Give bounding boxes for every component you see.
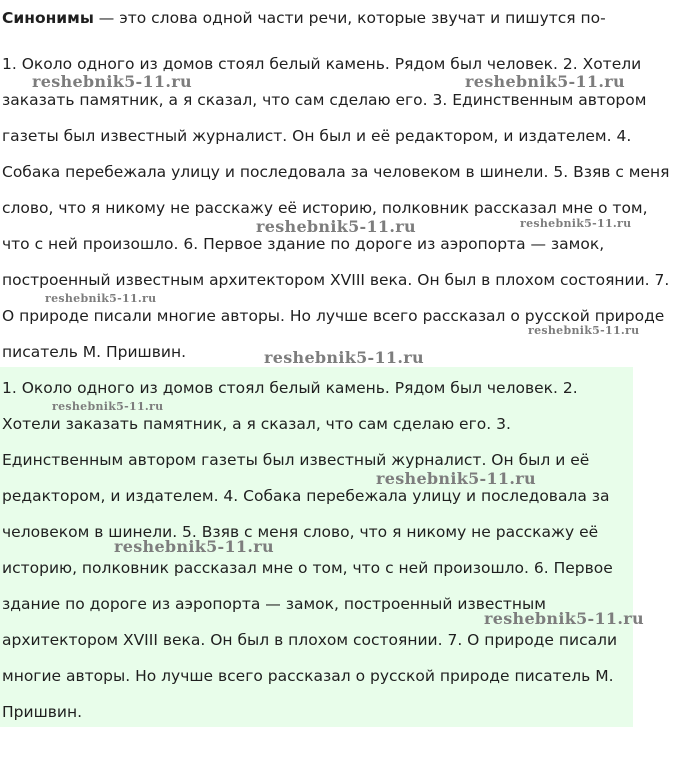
watermark: reshebnik5-11.ru: [465, 72, 625, 91]
definition-term: Синонимы: [2, 9, 94, 27]
watermark: reshebnik5-11.ru: [376, 469, 536, 488]
watermark: reshebnik5-11.ru: [520, 217, 632, 230]
watermark: reshebnik5-11.ru: [256, 217, 416, 236]
task-text: 1. Около одного из домов стоял белый камень. Рядом был человек. 2. Хотели заказать памятник, а я сказал, что сам сделаю его. 3. Единственным автором газеты был известный журналист. Он был и её редактором, и издателем. 4. Собака перебежала улицу и последовала за человеком в шинели. 5. Взяв с меня слово, что я никому не расскажу её историю, полковник рассказал мне о том, что с ней произошло. 6. Первое здание по дороге из аэропорта — замок, построенный известным архитектором XVIII века. Он был в плохом состоянии. 7. О природе писали многие авторы. Но лучше всего рассказал о русской природе писатель М. Пришвин.: [2, 55, 670, 361]
watermark: reshebnik5-11.ru: [264, 348, 424, 367]
watermark: reshebnik5-11.ru: [45, 292, 157, 305]
watermark: reshebnik5-11.ru: [528, 324, 640, 337]
definition-line: [2, 8, 678, 28]
watermark: reshebnik5-11.ru: [114, 537, 274, 556]
watermark: reshebnik5-11.ru: [32, 72, 192, 91]
watermark: reshebnik5-11.ru: [52, 400, 164, 413]
watermark: reshebnik5-11.ru: [484, 609, 644, 628]
answer-text: 1. Около одного из домов стоял белый камень. Рядом был человек. 2. Хотели заказать памятник, а я сказал, что сам сделаю его. 3. Единственным автором газеты был известный журналист. Он был и её редактором, и издателем. 4. Собака перебежала улицу и последовала за человеком в шинели. 5. Взяв с меня слово, что я никому не расскажу её историю, полковник рассказал мне о том, что с ней произошло. 6. Первое здание по дороге из аэропорта — замок, построенный известным архитектором XVIII века. Он был в плохом состоянии. 7. О природе писали многие авторы. Но лучше всего рассказал о русской природе писатель М. Пришвин.: [2, 379, 618, 721]
definition-text: — это слова одной части речи, которые звучат и пишутся по-: [93, 9, 606, 27]
